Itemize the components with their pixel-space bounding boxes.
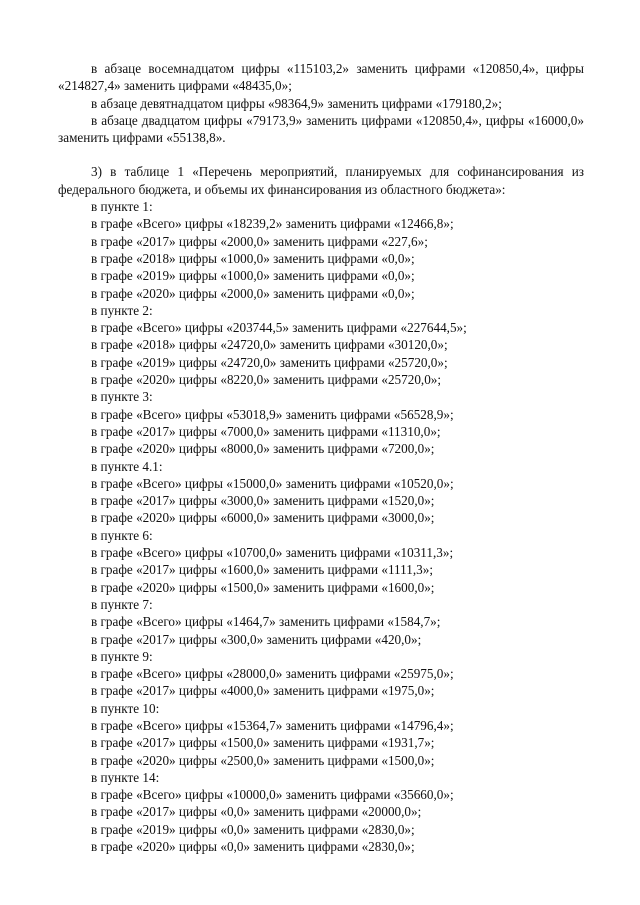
point-line: в графе «Всего» цифры «18239,2» заменить цифрами «12466,8»; <box>91 216 454 232</box>
point-heading: в пункте 10: <box>91 700 160 716</box>
point-line: в графе «2020» цифры «1500,0» заменить цифрами «1600,0»; <box>91 579 435 595</box>
point-line: в графе «2020» цифры «8000,0» заменить цифрами «7200,0»; <box>91 441 435 457</box>
point-heading: в пункте 3: <box>91 389 153 405</box>
point-line: в графе «Всего» цифры «203744,5» заменить цифрами «227644,5»; <box>91 320 467 336</box>
point-line: в графе «2019» цифры «24720,0» заменить цифрами «25720,0»; <box>91 354 448 370</box>
point-heading: в пункте 9: <box>91 648 153 664</box>
point-line: в графе «Всего» цифры «10700,0» заменить цифрами «10311,3»; <box>91 545 454 561</box>
point-line: в графе «2017» цифры «1600,0» заменить цифрами «1111,3»; <box>91 562 433 578</box>
section-paragraph: 3) в таблице 1 «Перечень мероприятий, планируемых для софинансирования из федерального бюджета, и объемы их финансирования из областного бюджета»: <box>58 164 584 197</box>
point-line: в графе «2020» цифры «6000,0» заменить цифрами «3000,0»; <box>91 510 435 526</box>
document-page <box>58 60 584 855</box>
point-line: в графе «2017» цифры «3000,0» заменить цифрами «1520,0»; <box>91 493 435 509</box>
paragraph-gap <box>58 146 584 163</box>
point-line: в графе «2017» цифры «1500,0» заменить цифрами «1931,7»; <box>91 735 435 751</box>
point-line: в графе «Всего» цифры «10000,0» заменить цифрами «35660,0»; <box>91 787 454 803</box>
point-line: в графе «Всего» цифры «15364,7» заменить цифрами «14796,4»; <box>91 717 454 733</box>
point-heading: в пункте 1: <box>91 199 153 215</box>
point-line: в графе «Всего» цифры «28000,0» заменить цифрами «25975,0»; <box>91 666 454 682</box>
point-heading: в пункте 4.1: <box>91 458 163 474</box>
point-line: в графе «2019» цифры «0,0» заменить цифрами «2830,0»; <box>91 821 415 837</box>
point-line: в графе «2017» цифры «300,0» заменить цифрами «420,0»; <box>91 631 422 647</box>
point-heading: в пункте 14: <box>91 769 160 785</box>
point-line: в графе «2018» цифры «1000,0» заменить цифрами «0,0»; <box>91 250 415 266</box>
point-line: в графе «Всего» цифры «53018,9» заменить цифрами «56528,9»; <box>91 406 454 422</box>
intro-paragraph-1: в абзаце восемнадцатом цифры «115103,2» заменить цифрами «120850,4», цифры «214827,4» заменить цифрами «48435,0»; <box>58 61 584 94</box>
point-line: в графе «2020» цифры «0,0» заменить цифрами «2830,0»; <box>91 839 415 855</box>
point-line: в графе «2020» цифры «2000,0» заменить цифрами «0,0»; <box>91 285 415 301</box>
point-line: в графе «2017» цифры «4000,0» заменить цифрами «1975,0»; <box>91 683 435 699</box>
point-line: в графе «Всего» цифры «15000,0» заменить цифрами «10520,0»; <box>91 475 454 491</box>
point-heading: в пункте 2: <box>91 302 153 318</box>
point-line: в графе «2020» цифры «8220,0» заменить цифрами «25720,0»; <box>91 372 442 388</box>
point-heading: в пункте 6: <box>91 527 153 543</box>
point-heading: в пункте 7: <box>91 596 153 612</box>
point-line: в графе «2018» цифры «24720,0» заменить цифрами «30120,0»; <box>91 337 448 353</box>
point-line: в графе «2020» цифры «2500,0» заменить цифрами «1500,0»; <box>91 752 435 768</box>
point-line: в графе «2019» цифры «1000,0» заменить цифрами «0,0»; <box>91 268 415 284</box>
point-line: в графе «Всего» цифры «1464,7» заменить цифрами «1584,7»; <box>91 614 441 630</box>
points-list <box>58 198 584 855</box>
point-line: в графе «2017» цифры «7000,0» заменить цифрами «11310,0»; <box>91 423 441 439</box>
intro-paragraph-2: в абзаце девятнадцатом цифры «98364,9» заменить цифрами «179180,2»; <box>91 95 502 111</box>
intro-paragraph-3: в абзаце двадцатом цифры «79173,9» заменить цифрами «120850,4», цифры «16000,0» заменить цифрами «55138,8». <box>58 112 584 146</box>
point-line: в графе «2017» цифры «0,0» заменить цифрами «20000,0»; <box>91 804 422 820</box>
point-line: в графе «2017» цифры «2000,0» заменить цифрами «227,6»; <box>91 233 428 249</box>
